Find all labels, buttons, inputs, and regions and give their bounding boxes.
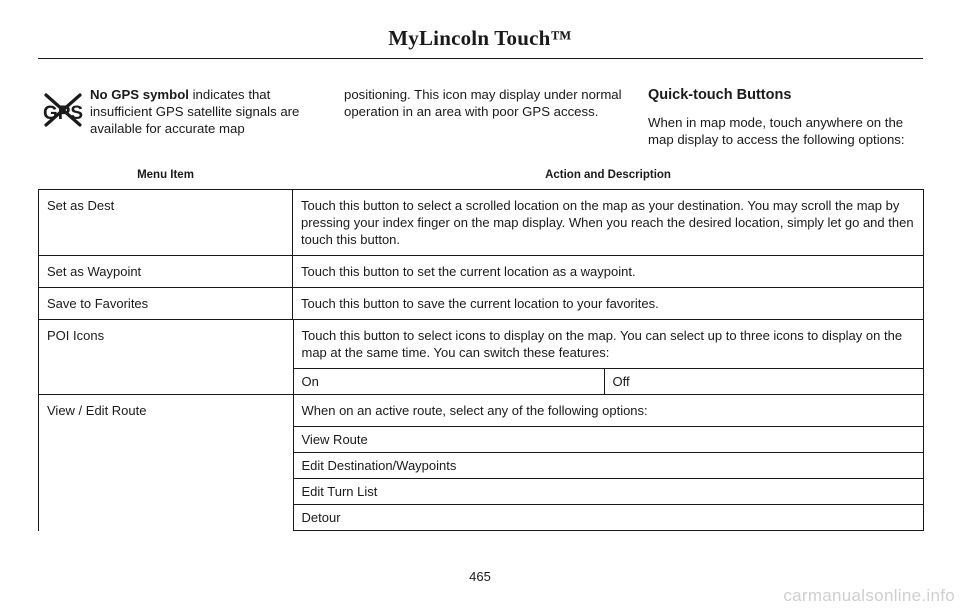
no-gps-icon (40, 92, 86, 128)
page-number: 465 (469, 569, 491, 584)
poi-option-on: On (301, 374, 319, 389)
menu-item-name: View / Edit Route (39, 395, 293, 531)
menu-item-name: Save to Favorites (39, 288, 293, 320)
table-row (39, 288, 924, 320)
table-row (39, 256, 924, 288)
poi-options-row (293, 368, 924, 394)
menu-item-description: Touch this button to save the current location to your favorites. (293, 288, 924, 320)
route-option: Detour (293, 504, 924, 530)
menu-item-description: Touch this button to set the current location as a waypoint. (293, 256, 924, 288)
quick-touch-section (648, 86, 928, 148)
gps-note-bold: No GPS symbol (90, 87, 189, 102)
menu-item-description: Touch this button to select a scrolled location on the map as your destination. You may scroll the map by pressing your index finger on the map display. When you reach the desired location, simply let go and then touch this button. (293, 190, 924, 256)
no-gps-icon-text: GPS (42, 103, 84, 124)
page-title: MyLincoln Touch™ (388, 26, 572, 50)
menu-item-description: When on an active route, select any of the following options: (293, 395, 924, 426)
header-divider (38, 58, 923, 59)
gps-note-part2: positioning. This icon may display under normal operation in an area with poor GPS access. (344, 87, 622, 119)
column-header-menu-item: Menu Item (39, 161, 293, 190)
table-header-row (39, 161, 924, 190)
menu-item-description-group (293, 395, 924, 531)
menu-item-name: Set as Dest (39, 190, 293, 256)
menu-item-name: POI Icons (39, 320, 293, 395)
gps-note-text-a: indicates that insufficient GPS satellite signals are available for accurate map (90, 87, 300, 136)
gps-note-part1 (90, 86, 326, 137)
menu-item-description-group (293, 320, 924, 395)
table-row (39, 395, 924, 531)
menu-item-name: Set as Waypoint (39, 256, 293, 288)
poi-option-off: Off (604, 369, 915, 394)
route-option: Edit Destination/Waypoints (293, 452, 924, 478)
watermark: carmanualsonline.info (783, 586, 955, 605)
menu-table (38, 161, 924, 531)
route-option: View Route (293, 426, 924, 452)
quick-touch-body: When in map mode, touch anywhere on the map display to access the following options: (648, 115, 905, 147)
column-header-action: Action and Description (293, 161, 924, 190)
quick-touch-heading: Quick-touch Buttons (648, 87, 792, 103)
menu-item-description: Touch this button to select icons to display on the map. You can select up to three icons to display on the map at the same time. You can switch these features: (293, 320, 924, 368)
table-row (39, 190, 924, 256)
route-option: Edit Turn List (293, 478, 924, 504)
table-row (39, 320, 924, 395)
